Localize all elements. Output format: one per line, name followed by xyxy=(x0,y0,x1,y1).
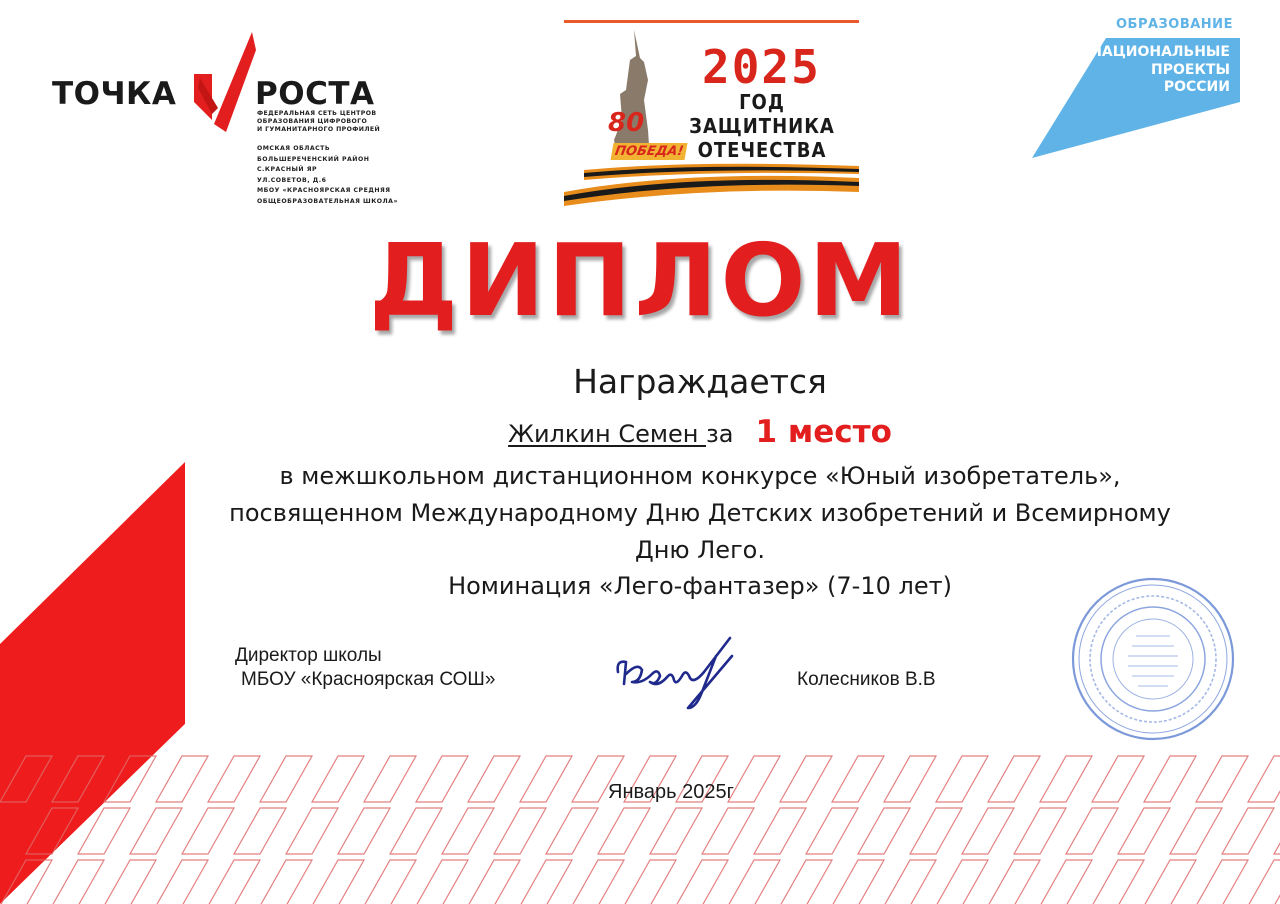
pattern-rhombus xyxy=(104,756,156,802)
pattern-rhombus xyxy=(1040,756,1092,802)
pattern-rhombus xyxy=(520,860,572,904)
pattern-rhombus xyxy=(52,756,104,802)
award-text-line: в межшкольном дистанционном конкурсе «Юный изобретатель», xyxy=(279,462,1121,490)
banner-year: 2025 xyxy=(702,40,821,94)
pattern-rhombus xyxy=(520,756,572,802)
year-banner xyxy=(564,20,859,206)
address-line: МБОУ «КРАСНОЯРСКАЯ СРЕДНЯЯ xyxy=(257,187,391,194)
pattern-rhombus xyxy=(780,756,832,802)
recipient-line xyxy=(0,414,1280,450)
logo-word-right: РОСТА xyxy=(255,76,375,112)
pattern-rhombus xyxy=(546,808,598,854)
pattern-rhombus xyxy=(364,860,416,904)
pattern-rhombus xyxy=(910,808,962,854)
pattern-rhombus xyxy=(416,860,468,904)
pattern-rhombus xyxy=(1144,756,1196,802)
signature-image xyxy=(612,632,742,717)
pattern-rhombus xyxy=(1274,808,1280,854)
pattern-rhombus xyxy=(1092,860,1144,904)
pattern-rhombus xyxy=(1170,808,1222,854)
signatory-position: Директор школы xyxy=(235,645,382,666)
recipient-name: Жилкин Семен xyxy=(508,420,707,448)
pattern-rhombus xyxy=(858,808,910,854)
np-category: ОБРАЗОВАНИЕ xyxy=(1116,17,1233,32)
pattern-rhombus xyxy=(884,756,936,802)
pattern-rhombus xyxy=(1196,860,1248,904)
pattern-rhombus xyxy=(468,860,520,904)
pattern-rhombus xyxy=(338,808,390,854)
pattern-rhombus xyxy=(1222,808,1274,854)
pattern-rhombus xyxy=(624,860,676,904)
pattern-rhombus xyxy=(1144,860,1196,904)
pattern-rhombus xyxy=(0,756,52,802)
pattern-rhombus xyxy=(962,808,1014,854)
pattern-rhombus xyxy=(884,860,936,904)
pattern-rhombus xyxy=(936,860,988,904)
pattern-rhombus xyxy=(260,860,312,904)
pattern-rhombus xyxy=(156,756,208,802)
pattern-rhombus xyxy=(780,860,832,904)
logo-address xyxy=(257,144,437,207)
for-word: за xyxy=(706,420,734,448)
diploma-title: ДИПЛОМ xyxy=(368,222,912,339)
pattern-rhombus xyxy=(156,860,208,904)
awarded-heading: Награждается xyxy=(573,362,827,401)
pattern-rhombus xyxy=(1248,860,1280,904)
pattern-rhombus xyxy=(182,808,234,854)
logo-subtitle-line: ФЕДЕРАЛЬНАЯ СЕТЬ ЦЕНТРОВ xyxy=(257,110,377,117)
award-text-line: посвященном Международному Дню Детских изобретений и Всемирному xyxy=(229,499,1171,527)
pattern-rhombus xyxy=(494,808,546,854)
logo-word-left: ТОЧКА xyxy=(52,76,177,112)
issue-date: Январь 2025г xyxy=(608,781,734,803)
pattern-rhombus xyxy=(130,808,182,854)
pattern-rhombus xyxy=(832,860,884,904)
pattern-rhombus xyxy=(806,808,858,854)
pattern-rhombus xyxy=(52,860,104,904)
np-line: РОССИИ xyxy=(1163,79,1230,95)
signatory-school: МБОУ «Красноярская СОШ» xyxy=(241,669,496,690)
nomination-line: Номинация «Лего-фантазер» (7-10 лет) xyxy=(448,572,952,600)
np-line: ПРОЕКТЫ xyxy=(1151,62,1230,78)
logo-subtitle xyxy=(257,110,417,134)
pattern-rhombus xyxy=(728,860,780,904)
address-line: БОЛЬШЕРЕЧЕНСКИЙ РАЙОН xyxy=(257,155,370,163)
banner-line: ОТЕЧЕСТВА xyxy=(697,138,827,162)
pattern-rhombus xyxy=(364,756,416,802)
place-award: 1 место xyxy=(755,414,892,450)
pattern-rhombus xyxy=(1196,756,1248,802)
victory-80-badge: 80 xyxy=(608,108,645,138)
address-line: ОМСКАЯ ОБЛАСТЬ xyxy=(257,145,331,152)
pattern-rhombus xyxy=(702,808,754,854)
pattern-rhombus xyxy=(78,808,130,854)
pattern-rhombus xyxy=(312,860,364,904)
address-line: УЛ.СОВЕТОВ, Д.6 xyxy=(257,176,327,184)
np-line: НАЦИОНАЛЬНЫЕ xyxy=(1090,44,1230,60)
pattern-rhombus xyxy=(416,756,468,802)
national-projects-logo xyxy=(1028,0,1260,165)
pattern-rhombus xyxy=(208,860,260,904)
pattern-rhombus xyxy=(1118,808,1170,854)
pattern-rhombus xyxy=(0,860,52,904)
pattern-rhombus xyxy=(832,756,884,802)
address-line: ОБЩЕОБРАЗОВАТЕЛЬНАЯ ШКОЛА» xyxy=(257,197,398,205)
address-line: С.КРАСНЫЙ ЯР xyxy=(257,166,318,173)
logo-subtitle-line: ОБРАЗОВАНИЯ ЦИФРОВОГО xyxy=(257,118,368,125)
pattern-rhombus xyxy=(104,860,156,904)
signatory-name: Колесников В.В xyxy=(797,669,936,690)
decorative-pattern xyxy=(0,744,1280,904)
pattern-rhombus xyxy=(1092,756,1144,802)
pattern-rhombus xyxy=(572,860,624,904)
pattern-rhombus xyxy=(728,756,780,802)
pattern-rhombus xyxy=(598,808,650,854)
pattern-rhombus xyxy=(988,756,1040,802)
pattern-rhombus xyxy=(1066,808,1118,854)
logo-subtitle-line: И ГУМАНИТАРНОГО ПРОФИЛЕЙ xyxy=(257,126,381,133)
pattern-rhombus xyxy=(1040,860,1092,904)
banner-line: ГОД xyxy=(739,90,785,114)
pattern-rhombus xyxy=(676,860,728,904)
pattern-rhombus xyxy=(1014,808,1066,854)
school-stamp xyxy=(1068,574,1238,744)
pattern-rhombus xyxy=(442,808,494,854)
banner-line: ЗАЩИТНИКА xyxy=(689,114,835,138)
pattern-rhombus xyxy=(286,808,338,854)
award-text-line: Дню Лего. xyxy=(634,536,765,564)
pattern-rhombus xyxy=(936,756,988,802)
pattern-rhombus xyxy=(208,756,260,802)
pattern-rhombus xyxy=(1248,756,1280,802)
pattern-rhombus xyxy=(468,756,520,802)
pattern-rhombus xyxy=(26,808,78,854)
pattern-rhombus xyxy=(312,756,364,802)
victory-word: ПОБЕДА! xyxy=(611,143,688,160)
pattern-rhombus xyxy=(390,808,442,854)
pattern-rhombus xyxy=(650,808,702,854)
pattern-rhombus xyxy=(754,808,806,854)
pattern-rhombus xyxy=(260,756,312,802)
tochka-rosta-mark-icon xyxy=(190,32,260,132)
pattern-rhombus xyxy=(234,808,286,854)
tochka-rosta-logo xyxy=(50,30,410,210)
pattern-rhombus xyxy=(988,860,1040,904)
